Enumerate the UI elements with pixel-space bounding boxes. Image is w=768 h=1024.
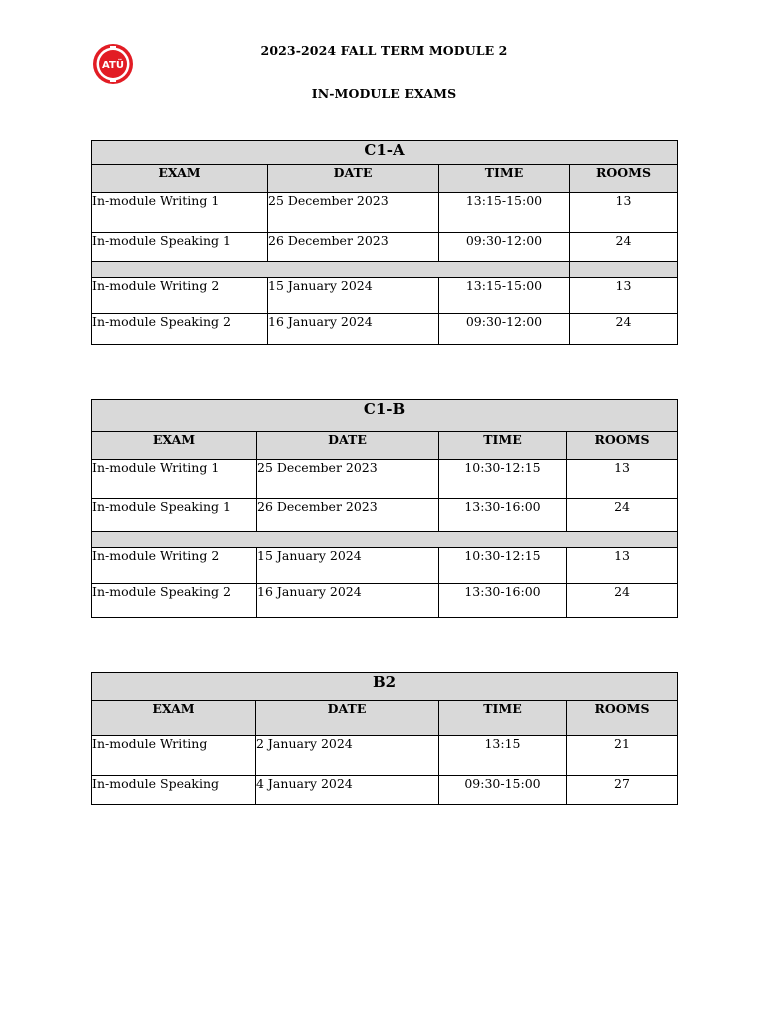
time-cell: 13:15	[439, 736, 567, 776]
column-header-time: TIME	[439, 432, 567, 460]
exam-cell: In-module Speaking 2	[92, 584, 257, 618]
separator-row	[92, 532, 678, 548]
table-row	[92, 548, 678, 584]
date-cell: 16 January 2024	[257, 584, 439, 618]
rooms-cell: 27	[567, 776, 678, 805]
date-cell: 16 January 2024	[268, 314, 439, 345]
time-cell: 13:30-16:00	[439, 499, 567, 532]
table-row	[92, 233, 678, 262]
table-row	[92, 584, 678, 618]
column-header-date: DATE	[257, 432, 439, 460]
exam-cell: In-module Writing 1	[92, 193, 268, 233]
date-cell: 15 January 2024	[257, 548, 439, 584]
rooms-cell: 24	[570, 314, 678, 345]
time-cell: 09:30-15:00	[439, 776, 567, 805]
document-subtitle: IN-MODULE EXAMS	[311, 86, 457, 101]
column-header-exam: EXAM	[92, 165, 268, 193]
exam-cell: In-module Writing	[92, 736, 256, 776]
rooms-cell: 13	[567, 460, 678, 499]
table-row	[92, 460, 678, 499]
time-cell: 10:30-12:15	[439, 548, 567, 584]
rooms-cell: 24	[567, 584, 678, 618]
table-row	[92, 278, 678, 314]
column-header-rooms: ROOMS	[567, 432, 678, 460]
column-header-time: TIME	[439, 165, 570, 193]
rooms-cell: 13	[570, 193, 678, 233]
exam-cell: In-module Writing 2	[92, 548, 257, 584]
exam-table-b2	[91, 672, 678, 805]
rooms-cell: 24	[570, 233, 678, 262]
table-row	[92, 314, 678, 345]
column-header-exam: EXAM	[92, 432, 257, 460]
time-cell: 09:30-12:00	[439, 314, 570, 345]
table-row	[92, 499, 678, 532]
document-title: 2023-2024 FALL TERM MODULE 2	[260, 43, 508, 58]
column-header-time: TIME	[439, 701, 567, 736]
date-cell: 25 December 2023	[257, 460, 439, 499]
time-cell: 10:30-12:15	[439, 460, 567, 499]
date-cell: 26 December 2023	[257, 499, 439, 532]
date-cell: 15 January 2024	[268, 278, 439, 314]
exam-cell: In-module Writing 2	[92, 278, 268, 314]
exam-cell: In-module Speaking 1	[92, 233, 268, 262]
date-cell: 25 December 2023	[268, 193, 439, 233]
column-header-rooms: ROOMS	[570, 165, 678, 193]
rooms-cell: 24	[567, 499, 678, 532]
time-cell: 13:30-16:00	[439, 584, 567, 618]
exam-table-c1b	[91, 399, 678, 618]
logo-text: ATÜ	[102, 60, 124, 71]
table-title: C1-B	[92, 400, 678, 432]
table-title: C1-A	[92, 141, 678, 165]
table-row	[92, 736, 678, 776]
column-header-rooms: ROOMS	[567, 701, 678, 736]
table-title: B2	[92, 673, 678, 701]
separator-row	[92, 262, 678, 278]
table-row	[92, 776, 678, 805]
date-cell: 2 January 2024	[256, 736, 439, 776]
date-cell: 4 January 2024	[256, 776, 439, 805]
date-cell: 26 December 2023	[268, 233, 439, 262]
rooms-cell: 21	[567, 736, 678, 776]
time-cell: 13:15-15:00	[439, 278, 570, 314]
exam-cell: In-module Speaking 2	[92, 314, 268, 345]
column-header-exam: EXAM	[92, 701, 256, 736]
column-header-date: DATE	[256, 701, 439, 736]
exam-cell: In-module Writing 1	[92, 460, 257, 499]
exam-cell: In-module Speaking	[92, 776, 256, 805]
rooms-cell: 13	[567, 548, 678, 584]
exam-cell: In-module Speaking 1	[92, 499, 257, 532]
rooms-cell: 13	[570, 278, 678, 314]
time-cell: 13:15-15:00	[439, 193, 570, 233]
table-row	[92, 193, 678, 233]
time-cell: 09:30-12:00	[439, 233, 570, 262]
exam-table-c1a	[91, 140, 678, 345]
column-header-date: DATE	[268, 165, 439, 193]
